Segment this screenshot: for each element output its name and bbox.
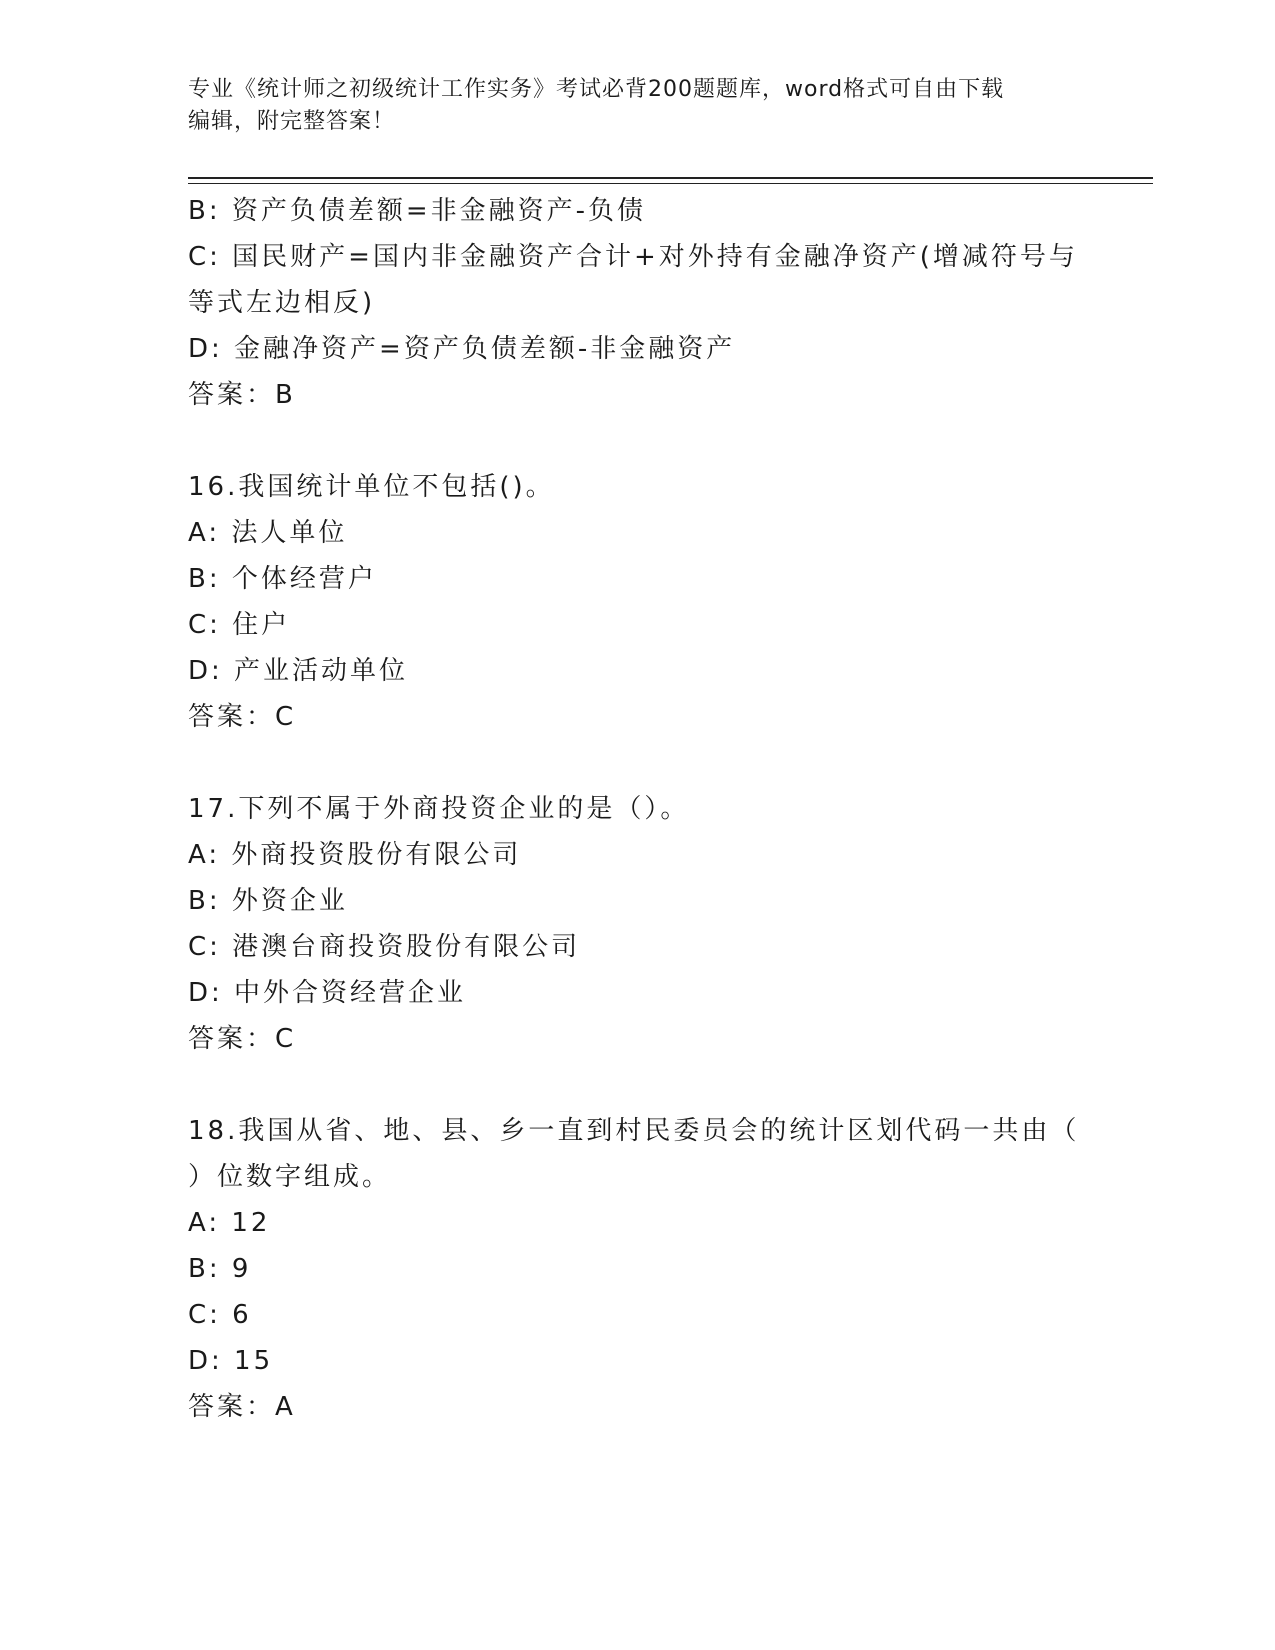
option-c-line-1: C: 国民财产=国内非金融资产合计+对外持有金融净资产(增减符号与: [188, 242, 1078, 272]
answer: 答案：B: [188, 380, 296, 410]
spacer: [188, 740, 1088, 786]
question-18: [188, 1108, 1088, 1430]
option-c: C: 6: [188, 1300, 252, 1330]
option-c: C: 住户: [188, 610, 291, 640]
option-c: C: 港澳台商投资股份有限公司: [188, 932, 581, 962]
header-rule-bottom: [188, 183, 1153, 184]
option-d: D: 产业活动单位: [188, 656, 409, 686]
option-d: D: 金融净资产=资产负债差额-非金融资产: [188, 334, 736, 364]
option-a: A: 12: [188, 1208, 271, 1238]
option-c-line-2: 等式左边相反): [188, 288, 376, 318]
question-text: 16.我国统计单位不包括()。: [188, 472, 555, 502]
header-line-1: 专业《统计师之初级统计工作实务》考试必背200题题库，word格式可自由下载: [188, 77, 1005, 102]
question-text-line-1: 18.我国从省、地、县、乡一直到村民委员会的统计区划代码一共由（: [188, 1116, 1080, 1146]
answer: 答案：C: [188, 702, 297, 732]
answer: 答案：A: [188, 1392, 296, 1422]
option-b: B: 资产负债差额=非金融资产-负债: [188, 196, 647, 226]
question-text-line-2: ）位数字组成。: [188, 1162, 392, 1192]
option-b: B: 9: [188, 1254, 252, 1284]
document-header: [188, 74, 1088, 138]
spacer: [188, 1062, 1088, 1108]
question-15-tail: [188, 188, 1088, 418]
option-b: B: 外资企业: [188, 886, 348, 916]
option-b: B: 个体经营户: [188, 564, 377, 594]
option-d: D: 中外合资经营企业: [188, 978, 467, 1008]
option-d: D: 15: [188, 1346, 274, 1376]
answer: 答案：C: [188, 1024, 297, 1054]
header-line-2: 编辑，附完整答案！: [188, 109, 396, 134]
option-a: A: 法人单位: [188, 518, 348, 548]
header-rule-top: [188, 177, 1153, 179]
question-16: [188, 464, 1088, 740]
question-17: [188, 786, 1088, 1062]
option-a: A: 外商投资股份有限公司: [188, 840, 522, 870]
spacer: [188, 418, 1088, 464]
question-text: 17.下列不属于外商投资企业的是（）。: [188, 794, 690, 824]
question-list: [188, 188, 1088, 1430]
